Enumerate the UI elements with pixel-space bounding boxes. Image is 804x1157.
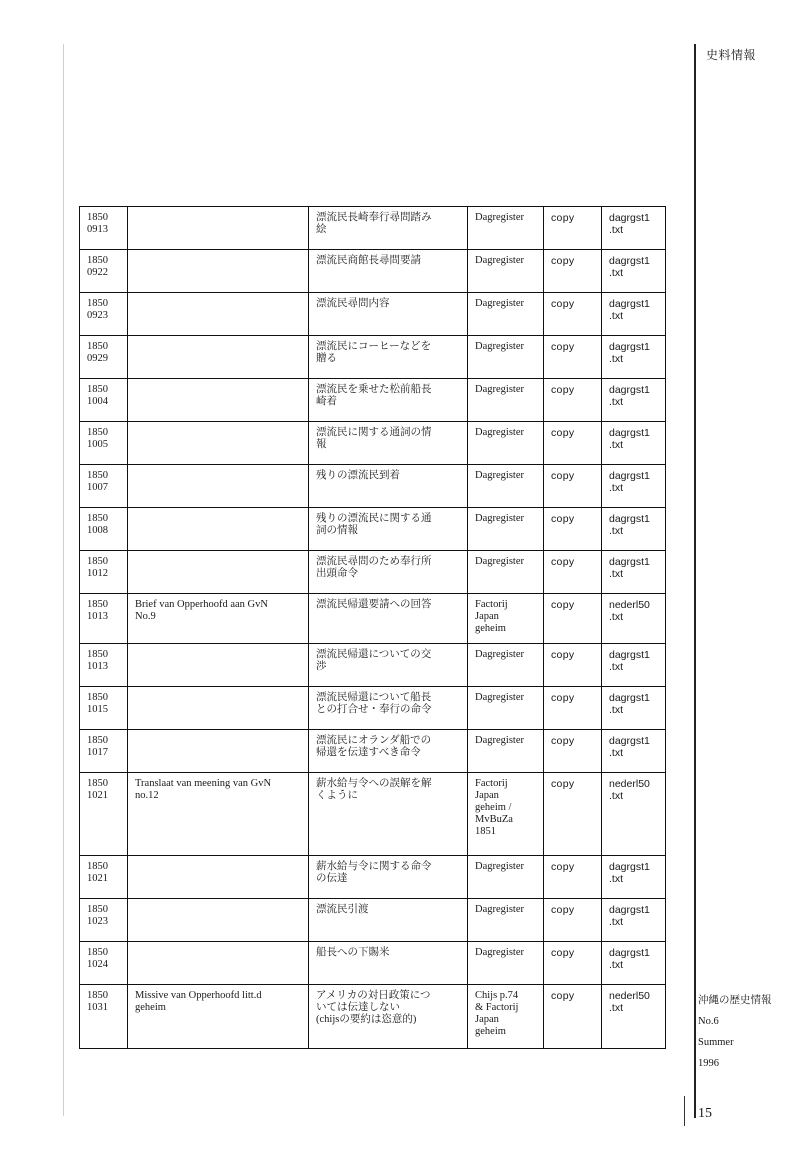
source-cell [468, 644, 544, 687]
summary-line: との打合せ・奉行の命令 [316, 704, 432, 715]
source-cell [468, 985, 544, 1049]
summary-line: 薪水給与令に関する命令 [316, 861, 432, 872]
date-line: 1850 [87, 649, 108, 660]
medium-text: copy [551, 861, 575, 873]
source-line: Dagregister [475, 470, 524, 481]
date-line: 1013 [87, 661, 108, 672]
table-row [80, 207, 666, 250]
source-line: Dagregister [475, 212, 524, 223]
document-title-cell [128, 336, 309, 379]
date-line: 1850 [87, 212, 108, 223]
document-title-cell [128, 594, 309, 644]
file-line: .txt [609, 916, 624, 928]
document-title-line: geheim [135, 1002, 166, 1013]
file-line: .txt [609, 661, 624, 673]
file-cell [602, 508, 666, 551]
file-cell [602, 250, 666, 293]
document-title-cell [128, 293, 309, 336]
date-line: 1024 [87, 959, 108, 970]
summary-cell [309, 379, 468, 422]
source-line: Dagregister [475, 341, 524, 352]
file-line: dagrgst1 [609, 427, 650, 439]
file-cell [602, 594, 666, 644]
table-row [80, 899, 666, 942]
file-cell [602, 551, 666, 594]
summary-cell [309, 250, 468, 293]
medium-cell [544, 207, 602, 250]
file-line: dagrgst1 [609, 556, 650, 568]
medium-cell [544, 942, 602, 985]
table-row [80, 942, 666, 985]
source-line: Dagregister [475, 556, 524, 567]
date-line: 1004 [87, 396, 108, 407]
file-line: dagrgst1 [609, 212, 650, 224]
records-table [79, 206, 666, 1049]
file-cell [602, 644, 666, 687]
date-cell [80, 899, 128, 942]
summary-line: 漂流民長崎奉行尋問踏み [316, 212, 432, 223]
source-cell [468, 250, 544, 293]
date-line: 1850 [87, 470, 108, 481]
source-line: geheim / [475, 802, 512, 813]
summary-line: 漂流民帰還要請への回答 [316, 599, 432, 610]
summary-line: 渉 [316, 661, 327, 672]
source-cell [468, 293, 544, 336]
medium-cell [544, 551, 602, 594]
medium-text: copy [551, 427, 575, 439]
medium-cell [544, 508, 602, 551]
medium-cell [544, 465, 602, 508]
right-margin-rule [694, 44, 696, 1118]
date-line: 0929 [87, 353, 108, 364]
source-line: Dagregister [475, 255, 524, 266]
source-cell [468, 687, 544, 730]
summary-line: 詞の情報 [316, 525, 358, 536]
document-title-cell [128, 899, 309, 942]
date-line: 1850 [87, 599, 108, 610]
source-cell [468, 942, 544, 985]
file-cell [602, 687, 666, 730]
medium-text: copy [551, 649, 575, 661]
source-line: Dagregister [475, 735, 524, 746]
file-line: .txt [609, 1002, 624, 1014]
date-cell [80, 465, 128, 508]
file-line: nederl50 [609, 778, 650, 790]
file-cell [602, 293, 666, 336]
source-line: Dagregister [475, 384, 524, 395]
date-cell [80, 773, 128, 856]
table-row [80, 594, 666, 644]
document-title-cell [128, 250, 309, 293]
summary-cell [309, 422, 468, 465]
date-cell [80, 644, 128, 687]
file-line: .txt [609, 959, 624, 971]
table-row [80, 379, 666, 422]
medium-cell [544, 985, 602, 1049]
date-line: 1850 [87, 778, 108, 789]
summary-cell [309, 856, 468, 899]
summary-cell [309, 899, 468, 942]
medium-cell [544, 594, 602, 644]
medium-text: copy [551, 341, 575, 353]
date-line: 0923 [87, 310, 108, 321]
summary-cell [309, 551, 468, 594]
date-cell [80, 687, 128, 730]
document-title-cell [128, 644, 309, 687]
source-line: Dagregister [475, 649, 524, 660]
file-cell [602, 856, 666, 899]
document-title-cell [128, 985, 309, 1049]
source-cell [468, 551, 544, 594]
document-title-line: No.9 [135, 611, 156, 622]
medium-cell [544, 293, 602, 336]
document-title-cell [128, 465, 309, 508]
date-line: 1850 [87, 341, 108, 352]
table-row [80, 985, 666, 1049]
file-cell [602, 942, 666, 985]
file-line: dagrgst1 [609, 384, 650, 396]
source-cell [468, 207, 544, 250]
source-line: Dagregister [475, 947, 524, 958]
file-line: dagrgst1 [609, 255, 650, 267]
file-line: dagrgst1 [609, 904, 650, 916]
summary-cell [309, 773, 468, 856]
file-cell [602, 207, 666, 250]
file-cell [602, 422, 666, 465]
date-line: 1021 [87, 873, 108, 884]
file-line: dagrgst1 [609, 513, 650, 525]
medium-text: copy [551, 904, 575, 916]
file-line: dagrgst1 [609, 692, 650, 704]
source-line: Dagregister [475, 298, 524, 309]
summary-cell [309, 293, 468, 336]
summary-cell [309, 594, 468, 644]
summary-line: 薪水給与令への誤解を解 [316, 778, 432, 789]
date-line: 1850 [87, 692, 108, 703]
document-title-cell [128, 207, 309, 250]
date-cell [80, 942, 128, 985]
medium-cell [544, 422, 602, 465]
date-cell [80, 594, 128, 644]
file-cell [602, 773, 666, 856]
summary-cell [309, 508, 468, 551]
source-line: geheim [475, 623, 506, 634]
date-line: 1012 [87, 568, 108, 579]
summary-line: 漂流民引渡 [316, 904, 369, 915]
source-cell [468, 422, 544, 465]
summary-line: 贈る [316, 353, 337, 364]
medium-text: copy [551, 298, 575, 310]
date-line: 1850 [87, 556, 108, 567]
document-title-cell [128, 942, 309, 985]
table-row [80, 336, 666, 379]
file-line: dagrgst1 [609, 341, 650, 353]
file-line: dagrgst1 [609, 649, 650, 661]
table-row [80, 422, 666, 465]
date-line: 1015 [87, 704, 108, 715]
date-line: 1013 [87, 611, 108, 622]
file-line: nederl50 [609, 990, 650, 1002]
date-line: 1850 [87, 904, 108, 915]
date-line: 1850 [87, 427, 108, 438]
summary-line: くように [316, 790, 358, 801]
file-line: nederl50 [609, 599, 650, 611]
date-line: 1017 [87, 747, 108, 758]
medium-cell [544, 644, 602, 687]
date-cell [80, 207, 128, 250]
source-line: geheim [475, 1026, 506, 1037]
summary-line: 報 [316, 439, 327, 450]
date-line: 1005 [87, 439, 108, 450]
records-table-body [80, 207, 666, 1049]
summary-line: 漂流民帰還についての交 [316, 649, 432, 660]
date-line: 1007 [87, 482, 108, 493]
issue-number: No.6 [698, 1016, 719, 1027]
file-line: .txt [609, 790, 624, 802]
source-line: Japan [475, 1014, 499, 1025]
document-title-cell [128, 422, 309, 465]
medium-text: copy [551, 990, 575, 1002]
file-cell [602, 985, 666, 1049]
journal-info [698, 990, 772, 1074]
source-line: Dagregister [475, 692, 524, 703]
summary-cell [309, 730, 468, 773]
medium-text: copy [551, 778, 575, 790]
source-line: & Factorij [475, 1002, 519, 1013]
source-line: Japan [475, 790, 499, 801]
file-line: .txt [609, 439, 624, 451]
summary-line: 漂流民に関する通詞の情 [316, 427, 432, 438]
table-row [80, 730, 666, 773]
summary-line: 残りの漂流民到着 [316, 470, 400, 481]
file-line: .txt [609, 747, 624, 759]
summary-line: (chijsの要約は恣意的) [316, 1014, 417, 1025]
document-title-line: Missive van Opperhoofd litt.d [135, 990, 262, 1001]
summary-line: 船長への下賜米 [316, 947, 390, 958]
summary-cell [309, 985, 468, 1049]
table-row [80, 293, 666, 336]
medium-text: copy [551, 556, 575, 568]
medium-text: copy [551, 470, 575, 482]
summary-cell [309, 644, 468, 687]
medium-cell [544, 250, 602, 293]
date-line: 1023 [87, 916, 108, 927]
medium-cell [544, 730, 602, 773]
summary-line: 漂流民にコーヒーなどを [316, 341, 432, 352]
document-title-cell [128, 379, 309, 422]
medium-cell [544, 687, 602, 730]
file-line: .txt [609, 396, 624, 408]
file-cell [602, 336, 666, 379]
file-cell [602, 465, 666, 508]
summary-line: 帰還を伝達すべき命令 [316, 747, 421, 758]
file-line: .txt [609, 482, 624, 494]
source-cell [468, 508, 544, 551]
summary-line: 漂流民商館長尋問要請 [316, 255, 421, 266]
summary-line: 残りの漂流民に関する通 [316, 513, 432, 524]
file-line: .txt [609, 525, 624, 537]
source-cell [468, 856, 544, 899]
issue-season: Summer [698, 1037, 734, 1048]
medium-cell [544, 336, 602, 379]
date-line: 1850 [87, 513, 108, 524]
date-cell [80, 422, 128, 465]
date-line: 1850 [87, 990, 108, 1001]
date-cell [80, 551, 128, 594]
file-line: .txt [609, 267, 624, 279]
date-line: 1850 [87, 298, 108, 309]
date-line: 0913 [87, 224, 108, 235]
date-cell [80, 508, 128, 551]
section-label: 史料情報 [706, 48, 757, 62]
document-title-cell [128, 856, 309, 899]
medium-text: copy [551, 212, 575, 224]
source-cell [468, 465, 544, 508]
source-line: Chijs p.74 [475, 990, 519, 1001]
date-cell [80, 293, 128, 336]
source-cell [468, 730, 544, 773]
medium-text: copy [551, 384, 575, 396]
date-line: 1021 [87, 790, 108, 801]
date-line: 1850 [87, 384, 108, 395]
summary-line: いては伝達しない [316, 1002, 400, 1013]
summary-cell [309, 942, 468, 985]
source-line: Dagregister [475, 904, 524, 915]
source-cell [468, 594, 544, 644]
date-cell [80, 336, 128, 379]
source-line: Factorij [475, 778, 508, 789]
summary-cell [309, 336, 468, 379]
table-row [80, 465, 666, 508]
date-line: 1850 [87, 861, 108, 872]
source-line: Dagregister [475, 513, 524, 524]
source-line: MvBuZa [475, 814, 513, 825]
date-line: 1008 [87, 525, 108, 536]
summary-cell [309, 207, 468, 250]
date-cell [80, 250, 128, 293]
table-row [80, 687, 666, 730]
summary-line: 出頭命令 [316, 568, 358, 579]
source-line: Dagregister [475, 427, 524, 438]
summary-line: 崎着 [316, 396, 337, 407]
date-line: 0922 [87, 267, 108, 278]
date-cell [80, 730, 128, 773]
source-line: Dagregister [475, 861, 524, 872]
source-line: 1851 [475, 826, 496, 837]
file-line: .txt [609, 873, 624, 885]
left-margin-rule [63, 44, 64, 1116]
source-cell [468, 379, 544, 422]
medium-cell [544, 856, 602, 899]
medium-cell [544, 773, 602, 856]
page-number-rule [684, 1096, 685, 1126]
date-line: 1850 [87, 255, 108, 266]
table-row [80, 551, 666, 594]
file-line: dagrgst1 [609, 470, 650, 482]
page-number: 15 [698, 1106, 712, 1121]
summary-cell [309, 465, 468, 508]
table-row [80, 856, 666, 899]
summary-line: 漂流民尋問のため奉行所 [316, 556, 432, 567]
file-cell [602, 730, 666, 773]
file-line: dagrgst1 [609, 861, 650, 873]
medium-text: copy [551, 947, 575, 959]
document-title-cell [128, 773, 309, 856]
summary-line: 漂流民にオランダ船での [316, 735, 432, 746]
file-line: dagrgst1 [609, 735, 650, 747]
summary-line: アメリカの対日政策につ [316, 990, 431, 1001]
date-cell [80, 856, 128, 899]
document-title-cell [128, 508, 309, 551]
file-line: dagrgst1 [609, 298, 650, 310]
summary-line: の伝達 [316, 873, 348, 884]
date-cell [80, 379, 128, 422]
file-cell [602, 899, 666, 942]
source-cell [468, 773, 544, 856]
source-line: Factorij [475, 599, 508, 610]
file-line: .txt [609, 310, 624, 322]
document-title-cell [128, 730, 309, 773]
issue-year: 1996 [698, 1058, 719, 1069]
journal-title: 沖縄の歴史情報 [698, 995, 772, 1006]
file-cell [602, 379, 666, 422]
document-title-line: no.12 [135, 790, 159, 801]
source-cell [468, 899, 544, 942]
file-line: dagrgst1 [609, 947, 650, 959]
summary-line: 漂流民尋問内容 [316, 298, 390, 309]
summary-cell [309, 687, 468, 730]
medium-text: copy [551, 599, 575, 611]
file-line: .txt [609, 704, 624, 716]
document-title-line: Translaat van meening van GvN [135, 778, 272, 789]
medium-text: copy [551, 735, 575, 747]
file-line: .txt [609, 353, 624, 365]
table-row [80, 508, 666, 551]
medium-cell [544, 899, 602, 942]
table-row [80, 644, 666, 687]
date-line: 1850 [87, 947, 108, 958]
summary-line: 絵 [316, 224, 327, 235]
source-cell [468, 336, 544, 379]
document-title-cell [128, 551, 309, 594]
date-line: 1031 [87, 1002, 108, 1013]
medium-text: copy [551, 692, 575, 704]
summary-line: 漂流民帰還について船長 [316, 692, 432, 703]
file-line: .txt [609, 611, 624, 623]
date-cell [80, 985, 128, 1049]
table-row [80, 250, 666, 293]
medium-text: copy [551, 255, 575, 267]
file-line: .txt [609, 224, 624, 236]
file-line: .txt [609, 568, 624, 580]
date-line: 1850 [87, 735, 108, 746]
document-title-line: Brief van Opperhoofd aan GvN [135, 599, 268, 610]
source-line: Japan [475, 611, 499, 622]
summary-line: 漂流民を乗せた松前船長 [316, 384, 432, 395]
table-row [80, 773, 666, 856]
medium-text: copy [551, 513, 575, 525]
document-title-cell [128, 687, 309, 730]
medium-cell [544, 379, 602, 422]
